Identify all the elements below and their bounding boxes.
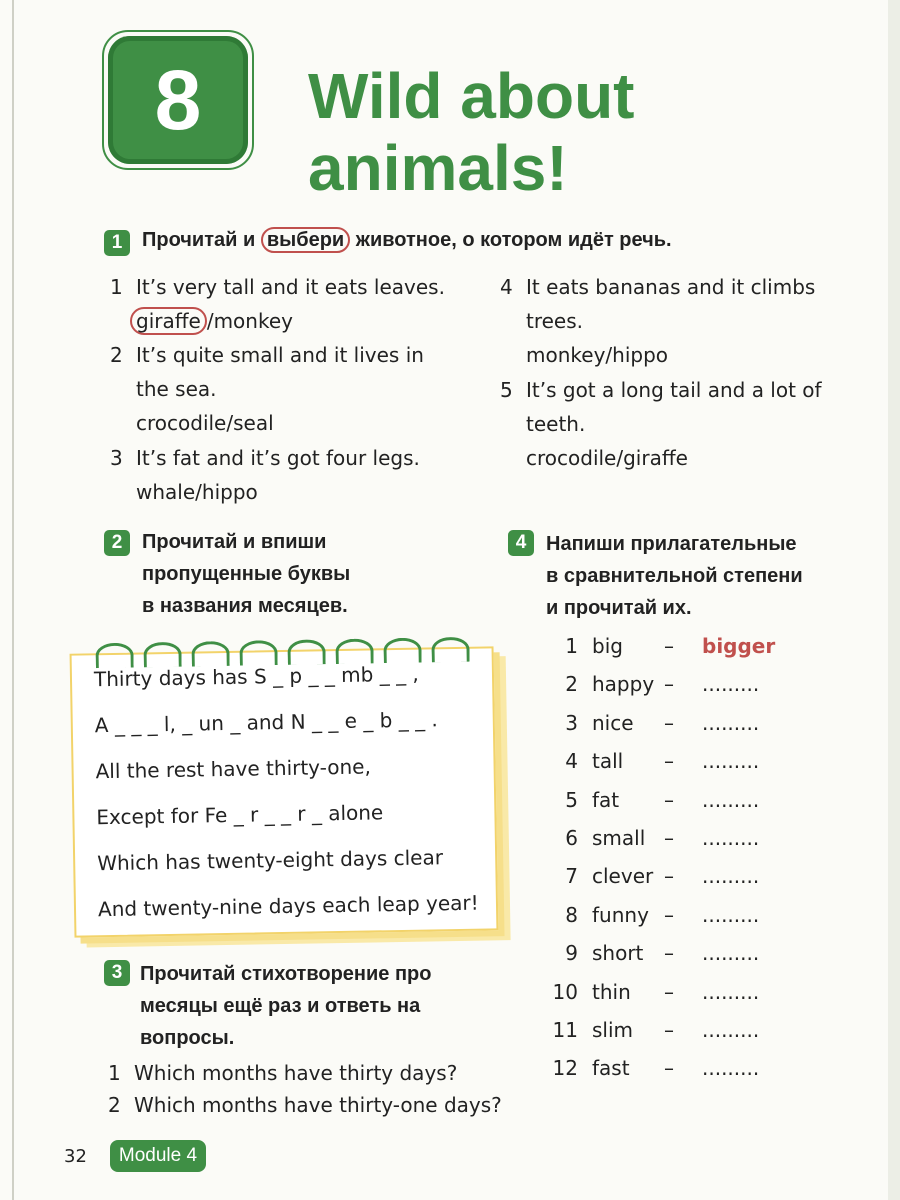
adjective-row bbox=[552, 1018, 792, 1056]
adjective-row-number: 9 bbox=[565, 941, 578, 965]
adjective-row bbox=[552, 864, 792, 902]
adjective-row bbox=[552, 672, 792, 710]
answer-blank[interactable]: ......... bbox=[702, 788, 760, 812]
adjective-word: tall bbox=[592, 749, 624, 773]
dash: – bbox=[664, 826, 674, 850]
spiral-ring bbox=[431, 637, 469, 663]
page-edge bbox=[888, 0, 900, 1200]
dash: – bbox=[664, 711, 674, 735]
ex1-item-1-options: giraffe /monkey bbox=[136, 304, 293, 338]
adjective-word: short bbox=[592, 941, 644, 965]
answer-blank[interactable]: ......... bbox=[702, 749, 760, 773]
exercise-2-number: 2 bbox=[104, 530, 130, 556]
adjective-row bbox=[552, 634, 792, 672]
adjective-row-number: 3 bbox=[565, 711, 578, 735]
comparative-answer: bigger bbox=[702, 634, 776, 658]
dash: – bbox=[664, 634, 674, 658]
exercise-3-number: 3 bbox=[104, 960, 130, 986]
adjective-word: clever bbox=[592, 864, 654, 888]
dash: – bbox=[664, 749, 674, 773]
adjective-row bbox=[552, 826, 792, 864]
spiral-ring bbox=[383, 638, 421, 664]
answer-blank[interactable]: ......... bbox=[702, 903, 760, 927]
poem-line-3: All the rest have thirty-one, bbox=[95, 754, 372, 784]
dash: – bbox=[664, 903, 674, 927]
answer-blank[interactable]: ......... bbox=[702, 672, 760, 696]
dash: – bbox=[664, 672, 674, 696]
adjective-row-number: 4 bbox=[565, 749, 578, 773]
exercise-2-instruction: Прочитай и впиши пропущенные буквы в названия месяцев. bbox=[142, 531, 351, 617]
adjective-word: fast bbox=[592, 1056, 630, 1080]
adjective-word: happy bbox=[592, 672, 655, 696]
adjective-word: slim bbox=[592, 1018, 634, 1042]
answer-blank[interactable]: ......... bbox=[702, 864, 760, 888]
exercise-1-number: 1 bbox=[104, 230, 130, 256]
adjective-word: big bbox=[592, 634, 623, 658]
answer-blank[interactable]: ......... bbox=[702, 980, 760, 1004]
exercise-1-instruction: Прочитай и выбери животное, о котором идёт речь. bbox=[142, 229, 672, 251]
answer-blank[interactable]: ......... bbox=[702, 941, 760, 965]
poem-line-1: Thirty days has S _ p _ _ mb _ _ , bbox=[93, 661, 419, 692]
dash: – bbox=[664, 941, 674, 965]
answer-blank[interactable]: ......... bbox=[702, 711, 760, 735]
module-label: Module 4 bbox=[110, 1140, 206, 1172]
adjective-row bbox=[552, 1056, 792, 1094]
poem-line-4: Except for Fe _ r _ _ r _ alone bbox=[96, 800, 384, 830]
poem-line-2: A _ _ _ l, _ un _ and N _ _ e _ b _ _ . bbox=[94, 707, 438, 738]
exercise-3-instruction: Прочитай стихотворение про месяцы ещё раз и ответь на вопросы. bbox=[140, 963, 432, 1049]
binding-line bbox=[12, 0, 14, 1200]
dash: – bbox=[664, 1018, 674, 1042]
spiral-ring bbox=[239, 640, 277, 666]
textbook-page: 8 Wild about animals! 1 Прочитай и выбери животное, о котором идёт речь. 1 It’s very tall and it eats leaves. giraffe /monkey 2 It’s quite small and it lives in the sea. crocodile/seal 3 It’s fat and it’s got four legs. whale/hippo 4 It eats bananas and it climbs trees. monkey/hippo 5 It’s got a long tail and a lot of teeth. crocodile/giraffe 2 Прочитай и впиши пропущенные буквы в названия месяцев. Thirty days has S _ p _ _ mb _ _ , A _ _ _ l, _ un _ and N _ _ e _ b _ _ . All the rest have thirty-one, Except for Fe _ r _ _ r _ alone Which has twenty-eight days clear And twenty-nine days each leap year! 3 Прочитай стихотворение про месяцы ещё раз и ответь на вопросы. 1 Which months have thirty days? 2 Which months have thirty-one days? 4 Напиши прилагательные в сравнительной степени и прочитай их. 1 big – bigger 2 happy – ......... 3 nice – ......... 4 tall – ......... 5 fat – ......... 6 small – ......... 7 clever – ......... 8 funny – ......... 9 short – ......... 10 thin – ......... 11 slim – ......... 12 fast – ......... 32 Module 4 bbox=[0, 0, 900, 1200]
circled-word: выбери bbox=[261, 227, 350, 253]
adjective-row bbox=[552, 980, 792, 1018]
unit-number-badge bbox=[108, 36, 248, 164]
ex1-item-2-options: crocodile/seal bbox=[136, 411, 274, 435]
adjective-word: fat bbox=[592, 788, 620, 812]
adjective-word: funny bbox=[592, 903, 649, 927]
adjective-row-number: 5 bbox=[565, 788, 578, 812]
poem-line-6: And twenty-nine days each leap year! bbox=[97, 890, 479, 922]
poem-notepad bbox=[70, 646, 499, 937]
adjective-row-number: 2 bbox=[565, 672, 578, 696]
spiral-ring bbox=[191, 641, 229, 667]
unit-title bbox=[308, 60, 634, 204]
adjective-word: small bbox=[592, 826, 646, 850]
dash: – bbox=[664, 788, 674, 812]
answer-blank[interactable]: ......... bbox=[702, 826, 760, 850]
page-number: 32 bbox=[64, 1146, 87, 1167]
unit-title-line1: Wild about bbox=[308, 60, 635, 132]
adjective-row bbox=[552, 749, 792, 787]
dash: – bbox=[664, 1056, 674, 1080]
ex1-item-5-options: crocodile/giraffe bbox=[526, 446, 688, 470]
poem-line-5: Which has twenty-eight days clear bbox=[97, 845, 444, 876]
exercise-4-number: 4 bbox=[508, 530, 534, 556]
adjective-row-number: 7 bbox=[565, 864, 578, 888]
answer-blank[interactable]: ......... bbox=[702, 1056, 760, 1080]
exercise-4-instruction: Напиши прилагательные в сравнительной степени и прочитай их. bbox=[546, 533, 803, 619]
answer-blank[interactable]: ......... bbox=[702, 1018, 760, 1042]
circled-answer: giraffe bbox=[130, 307, 207, 335]
adjective-row-number: 12 bbox=[552, 1056, 578, 1080]
spiral-ring bbox=[287, 639, 325, 665]
adjective-row-number: 8 bbox=[565, 903, 578, 927]
adjective-row-number: 1 bbox=[565, 634, 578, 658]
spiral-ring bbox=[335, 638, 373, 664]
dash: – bbox=[664, 980, 674, 1004]
spiral-ring bbox=[143, 642, 181, 668]
unit-title-line2: animals! bbox=[308, 132, 568, 204]
adjective-row bbox=[552, 941, 792, 979]
ex1-item-4-options: monkey/hippo bbox=[526, 343, 669, 367]
adjective-row-number: 6 bbox=[565, 826, 578, 850]
ex1-item-3-options: whale/hippo bbox=[136, 480, 258, 504]
adjective-word: thin bbox=[592, 980, 631, 1004]
adjective-row bbox=[552, 788, 792, 826]
adjective-row bbox=[552, 711, 792, 749]
adjective-row-number: 11 bbox=[552, 1018, 578, 1042]
unit-number: 8 bbox=[154, 53, 202, 147]
adjective-row bbox=[552, 903, 792, 941]
spiral-ring bbox=[95, 643, 133, 669]
adjective-row-number: 10 bbox=[552, 980, 578, 1004]
dash: – bbox=[664, 864, 674, 888]
adjective-word: nice bbox=[592, 711, 634, 735]
